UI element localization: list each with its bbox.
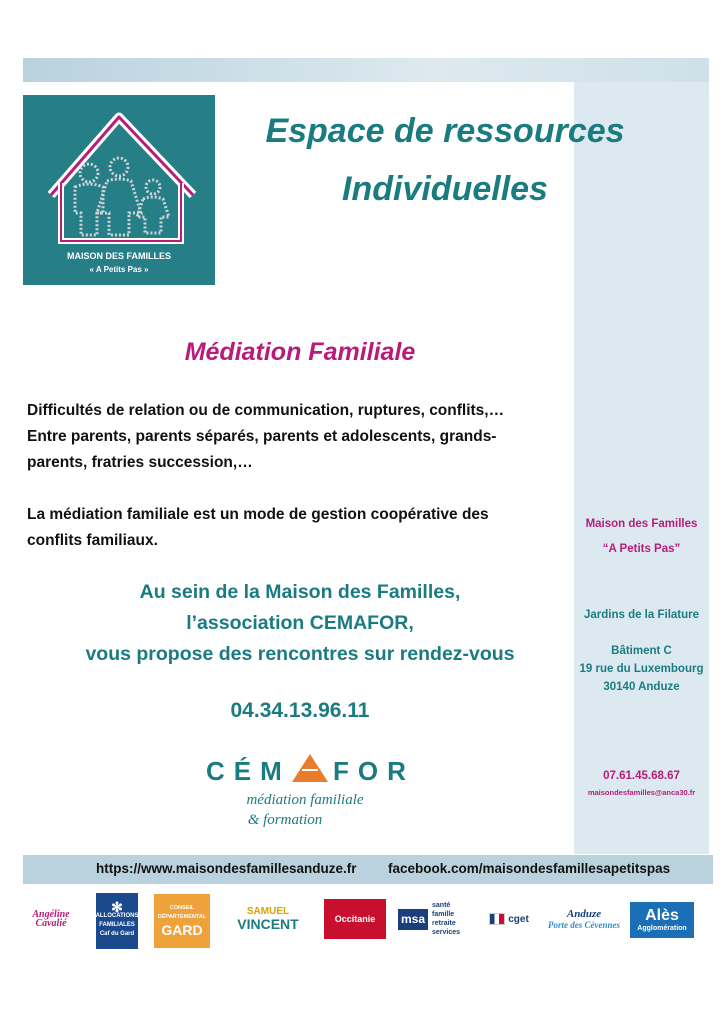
sidebar-address-1: Bâtiment C <box>611 645 672 657</box>
partner-ales-logo <box>630 902 694 938</box>
partner-label: Porte des Cévennes <box>548 920 620 930</box>
partner-occitanie-logo <box>324 899 386 939</box>
definition-line: conflits familiaux. <box>27 532 158 549</box>
highlight-line: vous propose des rencontres sur rendez-vous <box>85 643 515 665</box>
section-subtitle: Médiation Familiale <box>184 338 416 366</box>
partner-label: santé famille retraite services <box>432 902 461 936</box>
partner-label: Anduze <box>566 908 602 920</box>
maison-des-familles-logo <box>23 95 215 285</box>
intro-line: Difficultés de relation ou de communication, ruptures, conflits,… <box>27 402 505 419</box>
partner-anduze-logo <box>546 895 622 943</box>
partner-caf-logo <box>96 893 138 949</box>
partner-gard-logo <box>154 894 210 948</box>
contact-phone[interactable]: 04.34.13.96.11 <box>230 699 370 722</box>
page-title-line2: Individuelles <box>342 170 548 208</box>
snowflake-icon: ✻ <box>111 899 123 915</box>
cemafor-tagline-1: médiation familiale <box>246 792 364 808</box>
website-link[interactable]: https://www.maisondesfamillesanduze.fr <box>96 861 357 876</box>
partner-label: Occitanie <box>334 913 376 924</box>
republique-francaise-icon <box>489 913 505 925</box>
partner-msa-logo <box>396 895 472 943</box>
facebook-link[interactable]: facebook.com/maisondesfamillesapetitspas <box>388 861 671 876</box>
sidebar-address-3: 30140 Anduze <box>603 681 680 693</box>
page-title-line1: Espace de ressources <box>265 112 625 150</box>
intro-line: Entre parents, parents séparés, parents et adolescents, grands- <box>27 428 497 445</box>
partner-label: Agglomération <box>637 925 687 932</box>
sidebar-phone[interactable]: 07.61.45.68.67 <box>603 770 680 782</box>
highlight-line: l’association CEMAFOR, <box>186 612 414 634</box>
intro-paragraph <box>27 398 557 476</box>
sidebar-address-2: 19 rue du Luxembourg <box>579 663 704 675</box>
highlight-line: Au sein de la Maison des Familles, <box>139 581 461 603</box>
partner-label: VINCENT <box>237 916 299 932</box>
partner-label: Caf du Gard <box>99 931 135 937</box>
highlight-block <box>40 577 560 670</box>
cemafor-tagline-2: & formation <box>247 812 323 828</box>
sidebar-place: Jardins de la Filature <box>583 609 700 621</box>
intro-line: parents, fratries succession,… <box>27 454 253 471</box>
cemafor-wordmark-left: CÉM <box>206 756 291 786</box>
partner-label: ALLOCATIONS FAMILIALES <box>95 913 139 928</box>
partner-label: GARD <box>161 922 203 938</box>
partner-label: SAMUEL <box>246 906 290 917</box>
logo-title: MAISON DES FAMILLES <box>66 251 171 261</box>
sidebar-name-1: Maison des Familles <box>585 518 698 530</box>
partner-label: CONSEIL DÉPARTEMENTAL <box>157 905 207 920</box>
partner-cget-logo <box>484 895 534 943</box>
logo-subtitle: « A Petits Pas » <box>89 265 149 274</box>
partner-label: msa <box>398 909 428 930</box>
cemafor-wordmark-right: FOR <box>333 756 415 786</box>
top-banner-bar <box>23 58 709 82</box>
partner-label: Angéline Cavalié <box>32 909 70 929</box>
partner-label: cget <box>508 913 529 925</box>
definition-paragraph <box>27 502 557 554</box>
sidebar-email[interactable]: maisondesfamilles@anca30.fr <box>587 788 696 797</box>
partner-samuel-vincent-logo <box>222 895 314 943</box>
partner-angeline-cavalie-logo <box>22 895 80 943</box>
cemafor-triangle-icon <box>290 752 330 784</box>
partner-label: Alès <box>645 907 679 924</box>
definition-line: La médiation familiale est un mode de gestion coopérative des <box>27 506 489 523</box>
sidebar-name-2: “A Petits Pas” <box>602 543 681 555</box>
